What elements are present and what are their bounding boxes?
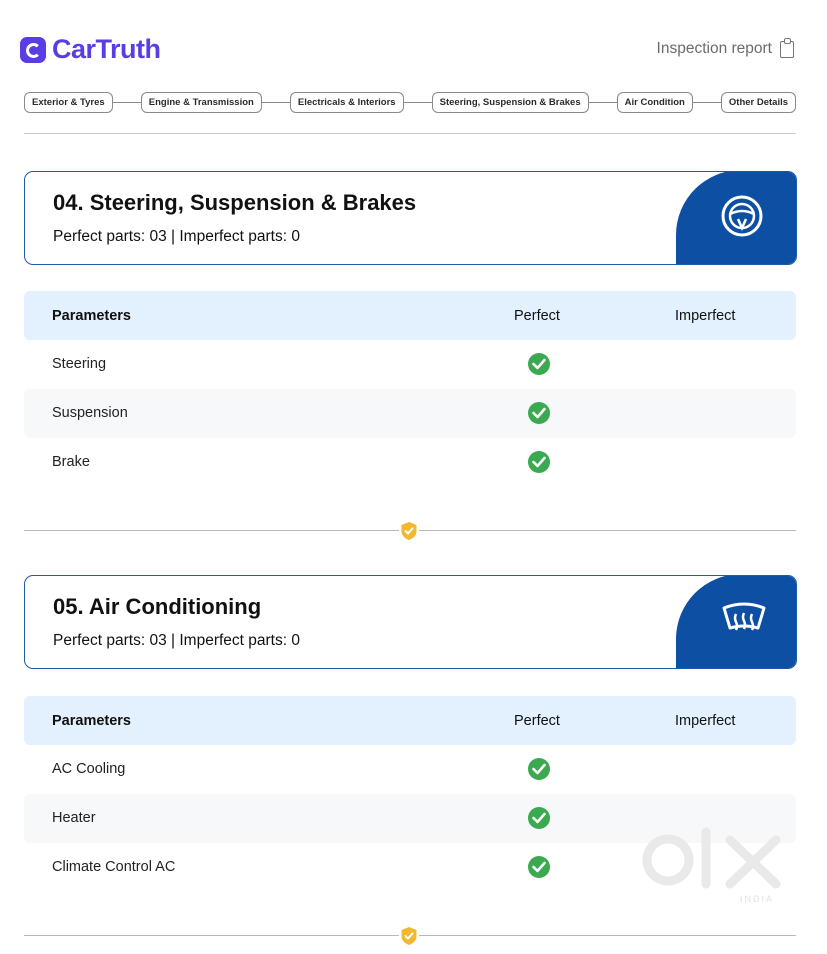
page-header [20,30,800,70]
check-icon [528,353,550,375]
col-parameters: Parameters [52,308,131,324]
section-badge [676,575,797,669]
table-row [24,340,796,389]
section-title: 04. Steering, Suspension & Brakes [53,190,417,215]
brand-logo[interactable] [20,34,161,65]
table-row [24,438,796,487]
col-imperfect: Imperfect [675,713,736,729]
col-perfect: Perfect [514,713,560,729]
steering-wheel-icon [720,194,764,238]
table-header [24,696,796,745]
section-card-air-conditioning [24,575,797,669]
parameter-name: Brake [52,454,90,470]
section-badge [676,171,797,265]
step-engine-transmission[interactable]: Engine & Transmission [141,92,262,113]
inspection-report-label[interactable] [657,40,794,58]
olx-india-watermark [640,826,790,906]
header-divider [24,133,796,134]
section-divider [24,926,796,946]
section-summary: Perfect parts: 03 | Imperfect parts: 0 [53,632,300,649]
svg-text:INDIA: INDIA [740,894,775,904]
section-stepper [24,91,796,113]
parameter-name: Heater [52,810,96,826]
step-exterior-tyres[interactable]: Exterior & Tyres [24,92,113,113]
parameter-name: Suspension [52,405,128,421]
windshield-defrost-icon [720,598,768,642]
parameters-table-steering [24,291,796,487]
section-divider [24,521,796,541]
step-electricals-interiors[interactable]: Electricals & Interiors [290,92,404,113]
shield-check-icon [399,521,419,541]
check-icon [528,402,550,424]
col-imperfect: Imperfect [675,308,736,324]
col-perfect: Perfect [514,308,560,324]
inspection-report-text: Inspection report [656,40,772,57]
step-connector [589,102,617,103]
step-connector [404,102,432,103]
step-connector [262,102,290,103]
check-icon [528,807,550,829]
parameter-name: Climate Control AC [52,859,176,875]
step-connector [113,102,141,103]
section-summary: Perfect parts: 03 | Imperfect parts: 0 [53,228,300,245]
col-parameters: Parameters [52,713,131,729]
step-steering-suspension-brakes[interactable]: Steering, Suspension & Brakes [432,92,589,113]
parameter-name: Steering [52,356,107,372]
brand-name: CarTruth [52,34,161,64]
cartruth-logo-icon [20,37,46,63]
table-row [24,745,796,794]
table-header [24,291,796,340]
table-row [24,389,796,438]
clipboard-icon [780,41,794,58]
check-icon [528,451,550,473]
step-other-details[interactable]: Other Details [721,92,796,113]
section-title: 05. Air Conditioning [53,594,262,619]
check-icon [528,856,550,878]
step-air-condition[interactable]: Air Condition [617,92,693,113]
shield-check-icon [399,926,419,946]
section-card-steering [24,171,797,265]
parameter-name: AC Cooling [52,761,126,777]
step-connector [693,102,721,103]
check-icon [528,758,550,780]
